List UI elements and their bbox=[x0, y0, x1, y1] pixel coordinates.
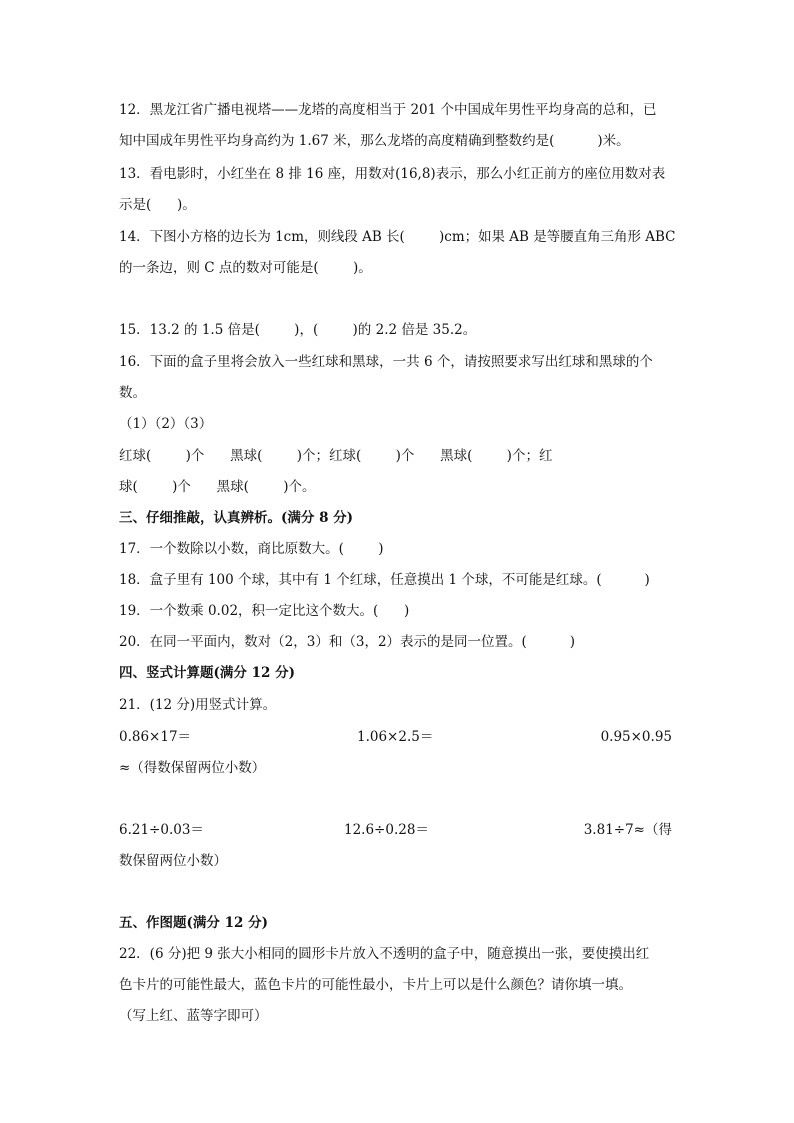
line-q14-b: 的一条边，则 C 点的数对可能是( )。 bbox=[119, 260, 372, 276]
line-calc-note-2: 数保留两位小数） bbox=[119, 853, 227, 869]
line-q16-parts: （1）（2）（3） bbox=[119, 416, 213, 432]
line-q15: 15．13.2 的 1.5 倍是( )，( )的 2.2 倍是 35.2。 bbox=[119, 322, 477, 338]
calc-4: 6.21÷0.03＝ bbox=[119, 822, 204, 838]
line-q20: 20．在同一平面内，数对（2，3）和（3，2）表示的是同一位置。( ) bbox=[119, 634, 575, 650]
calc-3: 0.95×0.95 bbox=[600, 729, 672, 745]
line-q22-a: 22．(6 分)把 9 张大小相同的圆形卡片放入不透明的盒子中，随意摸出一张，要使摸出红 bbox=[119, 946, 650, 962]
section-four-heading: 四、竖式计算题(满分 12 分) bbox=[119, 665, 295, 681]
calc-2: 1.06×2.5＝ bbox=[357, 729, 434, 745]
line-q16-c: 红球( )个 黑球( )个；红球( )个 黑球( )个；红 bbox=[119, 448, 553, 464]
line-q14-a: 14．下图小方格的边长为 1cm，则线段 AB 长( )cm；如果 AB 是等腰直角三角形 ABC bbox=[119, 229, 676, 245]
line-q12-a: 12．黑龙江省广播电视塔——龙塔的高度相当于 201 个中国成年男性平均身高的总和，已 bbox=[119, 102, 657, 118]
line-q18: 18．盒子里有 100 个球，其中有 1 个红球，任意摸出 1 个球，不可能是红球。( ) bbox=[119, 572, 650, 588]
section-five-heading: 五、作图题(满分 12 分) bbox=[119, 915, 268, 931]
line-q17: 17．一个数除以小数，商比原数大。( ) bbox=[119, 541, 384, 557]
line-q12-b: 知中国成年男性平均身高约为 1.67 米，那么龙塔的高度精确到整数约是( )米。 bbox=[119, 133, 630, 149]
line-q16-a: 16．下面的盒子里将会放入一些红球和黑球，一共 6 个，请按照要求写出红球和黑球的个 bbox=[119, 354, 653, 370]
section-three-heading: 三、仔细推敲，认真辨析。(满分 8 分) bbox=[119, 510, 354, 526]
calc-6: 3.81÷7≈（得 bbox=[583, 822, 672, 838]
calc-5: 12.6÷0.28＝ bbox=[344, 822, 429, 838]
line-q22-b: 色卡片的可能性最大，蓝色卡片的可能性最小，卡片上可以是什么颜色？请你填一填。 bbox=[119, 977, 632, 993]
line-calc-note-1: ≈（得数保留两位小数） bbox=[119, 760, 266, 776]
line-q16-b: 数。 bbox=[119, 385, 146, 401]
line-q13-a: 13．看电影时，小红坐在 8 排 16 座，用数对(16,8)表示，那么小红正前方的座位用数对表 bbox=[119, 166, 666, 182]
line-q16-d: 球( )个 黑球( )个。 bbox=[119, 479, 316, 495]
line-q22-c: （写上红、蓝等字即可） bbox=[119, 1008, 268, 1024]
line-q21: 21．(12 分)用竖式计算。 bbox=[119, 697, 277, 713]
calc-1: 0.86×17＝ bbox=[119, 729, 192, 745]
line-q19: 19．一个数乘 0.02，积一定比这个数大。( ) bbox=[119, 603, 410, 619]
line-q13-b: 示是( )。 bbox=[119, 197, 196, 213]
